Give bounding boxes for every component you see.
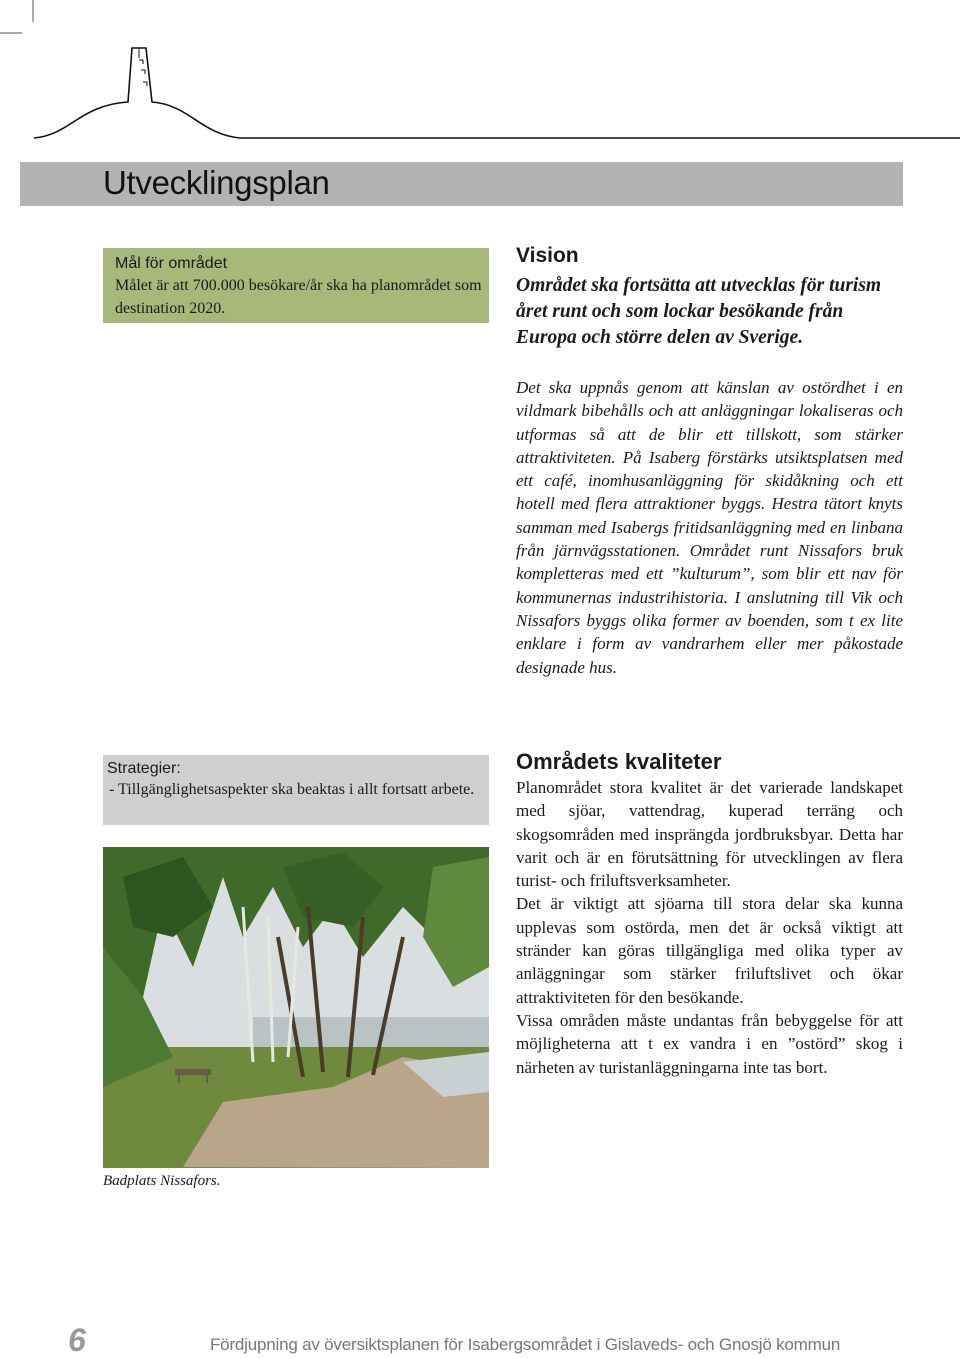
strategies-box xyxy=(103,755,489,825)
beach-photo xyxy=(103,847,489,1168)
vision-lead: Området ska fortsätta att utvecklas för turism året runt och som lockar besökande från Europa och större delen av Sverige. xyxy=(516,275,882,348)
vision-heading: Vision xyxy=(516,244,579,267)
qualities-body xyxy=(516,776,903,1079)
qualities-paragraph: Det är viktigt att sjöarna till stora delar ska kunna upplevas som ostörda, men det är också viktigt att stränder kan göras tillgängliga med olika typer av anläggningar som stärker friluftslivet och ökar attraktiviteten för den besökande. xyxy=(516,894,903,1007)
hill-tower-logo-icon xyxy=(0,0,960,150)
photo-caption: Badplats Nissafors. xyxy=(103,1173,221,1189)
goal-heading: Mål för området xyxy=(115,255,228,272)
qualities-paragraph: Planområdet stora kvalitet är det varierade landskapet med sjöar, vattendrag, kuperad terräng och skogsområden med insprängda jordbruksbyar. Detta har varit och är en förutsättning för utvecklingen av flera turist- och friluftsverksamheter. xyxy=(516,778,903,891)
strategies-heading: Strategier: xyxy=(107,760,181,777)
page-number: 6 xyxy=(68,1322,86,1358)
title-bar xyxy=(20,162,903,206)
page-title: Utvecklingsplan xyxy=(103,164,330,201)
footer-text: Fördjupning av översiktsplanen för Isabergsområdet i Gislaveds- och Gnosjö kommun xyxy=(210,1335,841,1354)
strategy-item: - Tillgänglighetsaspekter ska beaktas i allt fortsatt arbete. xyxy=(109,781,475,798)
goal-text: Målet är att 700.000 besökare/år ska ha planområdet som destination 2020. xyxy=(115,277,482,317)
qualities-paragraph: Vissa områden måste undantas från bebyggelse för att möjligheterna att t ex vandra i en ”ostörd” skog i närheten av turistanläggningarna inte tas bort. xyxy=(516,1010,903,1077)
vision-body: Det ska uppnås genom att känslan av ostördhet i en vildmark bibehålls och att anläggningar lokaliseras och utformas så att de blir ett tillskott, som stärker attraktiviteten. På Isaberg förstärks utsiktsplatsen med ett café, inomhusanläggning för skidåkning och ett hotell med flera attraktioner byggs. Hestra tätort knyts samman med Isabergs fritidsanläggning med en linbana från järnvägsstationen. Området runt Nissafors bruk kompletteras med ett ”kulturum”, som blir ett nav för kommunernas industrihistoria. I anslutning till Vik och Nissafors byggs olika former av boenden, som t ex lite enklare i form av vandrarhem eller mer påkostade designade hus. xyxy=(516,378,903,677)
qualities-heading: Områdets kvaliteter xyxy=(516,749,722,774)
goal-box xyxy=(103,248,489,323)
